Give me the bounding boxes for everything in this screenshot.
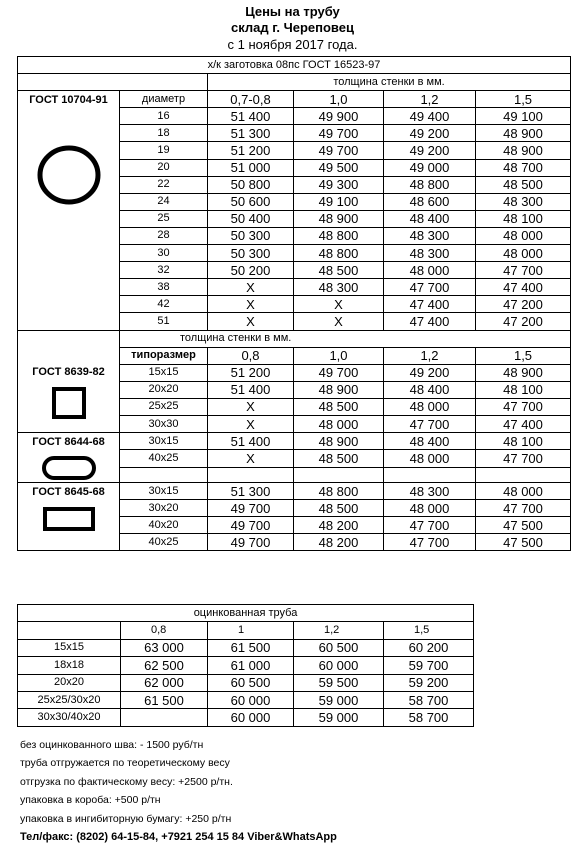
wall-col-header: 1,5 <box>476 91 571 108</box>
price-cell: 49 300 <box>294 176 384 193</box>
wall-col-header: 1,0 <box>294 347 384 364</box>
price-cell: 47 200 <box>476 296 571 313</box>
price-cell: 47 700 <box>384 279 476 296</box>
price-cell: 49 200 <box>384 142 476 159</box>
price-cell: 48 400 <box>384 433 476 450</box>
diameter-cell: 20 <box>120 159 208 176</box>
notes <box>20 736 337 846</box>
profile-wall-header: толщина стенки в мм. <box>120 330 571 347</box>
wall-header-row <box>18 74 571 91</box>
price-cell: 48 200 <box>294 534 384 551</box>
wall-col-header: 1,2 <box>384 347 476 364</box>
price-cell: 48 300 <box>294 279 384 296</box>
price-cell: X <box>208 313 294 330</box>
price-cell: 62 500 <box>121 657 208 674</box>
square-icon <box>49 386 89 420</box>
size-cell: 40x25 <box>120 450 208 467</box>
wall-header: толщина стенки в мм. <box>208 74 571 91</box>
price-cell: 50 800 <box>208 176 294 193</box>
price-cell: 50 200 <box>208 262 294 279</box>
table-row <box>18 91 571 108</box>
price-cell: 48 800 <box>294 227 384 244</box>
price-cell: 48 300 <box>384 483 476 500</box>
price-cell: 48 300 <box>384 227 476 244</box>
price-cell: 51 200 <box>208 364 294 381</box>
title-line-2: склад г. Череповец <box>231 20 354 35</box>
galv-title: оцинкованная труба <box>18 605 474 622</box>
price-cell: X <box>208 450 294 467</box>
table-row <box>18 639 474 656</box>
table-row <box>18 674 474 691</box>
wall-col-header: 0,8 <box>121 622 208 639</box>
price-cell: 48 000 <box>384 500 476 517</box>
diameter-cell: 38 <box>120 279 208 296</box>
gost-label: ГОСТ 8644-68 <box>32 436 105 449</box>
price-cell: 48 800 <box>294 483 384 500</box>
size-cell: 25x25 <box>120 398 208 415</box>
price-cell: X <box>208 415 294 432</box>
price-cell: 47 700 <box>384 517 476 534</box>
price-cell: 60 000 <box>208 691 294 708</box>
size-cell: 30x30 <box>120 415 208 432</box>
price-cell: 60 500 <box>208 674 294 691</box>
size-cell: 30x15 <box>120 433 208 450</box>
price-cell: 49 000 <box>384 159 476 176</box>
price-cell: 47 400 <box>476 415 571 432</box>
wall-col-header: 0,7-0,8 <box>208 91 294 108</box>
size-cell: 40x20 <box>120 517 208 534</box>
table-row <box>18 657 474 674</box>
price-cell: 48 700 <box>476 159 571 176</box>
price-cell: X <box>294 296 384 313</box>
price-cell: 48 400 <box>384 210 476 227</box>
price-cell: 48 800 <box>384 176 476 193</box>
price-cell: 48 000 <box>384 398 476 415</box>
price-cell: 49 700 <box>208 534 294 551</box>
price-cell: 51 400 <box>208 108 294 125</box>
diameter-cell: 24 <box>120 193 208 210</box>
price-cell: 48 000 <box>384 262 476 279</box>
diameter-label: диаметр <box>120 91 208 108</box>
price-cell: 48 800 <box>294 245 384 262</box>
size-cell: 20x20 <box>18 674 121 691</box>
price-cell: 48 000 <box>384 450 476 467</box>
wall-col-header: 1,2 <box>384 91 476 108</box>
price-cell: 60 500 <box>294 639 384 656</box>
wall-col-header: 1,5 <box>384 622 474 639</box>
price-cell: 48 900 <box>294 210 384 227</box>
diameter-cell: 25 <box>120 210 208 227</box>
size-cell: 18x18 <box>18 657 121 674</box>
price-cell: 62 000 <box>121 674 208 691</box>
diameter-cell: 22 <box>120 176 208 193</box>
price-cell: 47 700 <box>384 534 476 551</box>
wall-col-header: 1 <box>208 622 294 639</box>
galvanized-table <box>17 604 474 727</box>
price-cell: 50 300 <box>208 227 294 244</box>
price-cell: 48 000 <box>476 245 571 262</box>
price-cell: 48 600 <box>384 193 476 210</box>
size-cell: 15x15 <box>120 364 208 381</box>
price-cell: 48 000 <box>294 415 384 432</box>
price-cell: 58 700 <box>384 691 474 708</box>
diameter-cell: 28 <box>120 227 208 244</box>
price-cell: 48 300 <box>476 193 571 210</box>
price-cell: 47 500 <box>476 534 571 551</box>
diameter-cell: 32 <box>120 262 208 279</box>
note-line: упаковка в ингибиторную бумагу: +250 р/тн <box>20 812 232 825</box>
price-cell: 50 400 <box>208 210 294 227</box>
gost-label: ГОСТ 10704-91 <box>29 94 108 107</box>
price-cell: 49 100 <box>476 108 571 125</box>
price-cell: 61 000 <box>208 657 294 674</box>
table-row <box>18 483 571 500</box>
price-cell: 47 200 <box>476 313 571 330</box>
price-cell: 47 400 <box>384 296 476 313</box>
wall-header-row <box>18 330 571 347</box>
price-cell: 48 500 <box>294 450 384 467</box>
price-cell: 61 500 <box>208 639 294 656</box>
price-cell: X <box>208 398 294 415</box>
price-cell: 61 500 <box>121 691 208 708</box>
price-cell: 50 600 <box>208 193 294 210</box>
price-cell: X <box>208 296 294 313</box>
price-cell: 47 700 <box>476 262 571 279</box>
price-cell: 47 400 <box>476 279 571 296</box>
price-cell: 48 900 <box>476 364 571 381</box>
note-line: упаковка в короба: +500 р/тн <box>20 794 161 807</box>
title-line-1: Цены на трубу <box>245 4 340 19</box>
diameter-cell: 16 <box>120 108 208 125</box>
size-cell: 20x20 <box>120 381 208 398</box>
note-line: отгрузка по фактическому весу: +2500 р/тн. <box>20 775 233 788</box>
price-cell: 47 700 <box>476 450 571 467</box>
table-row <box>18 691 474 708</box>
billet-label: х/к заготовка 08пс ГОСТ 16523-97 <box>18 57 571 74</box>
price-cell: 48 100 <box>476 381 571 398</box>
price-cell: 60 000 <box>208 709 294 726</box>
circle-icon <box>34 144 104 206</box>
rectangle-icon <box>39 504 99 534</box>
price-cell: 48 200 <box>294 517 384 534</box>
price-table <box>17 56 571 551</box>
diameter-cell: 19 <box>120 142 208 159</box>
gost-10704 <box>18 91 120 330</box>
price-cell <box>121 709 208 726</box>
price-cell: X <box>294 313 384 330</box>
gost-label: ГОСТ 8645-68 <box>32 486 105 499</box>
wall-col-header: 1,0 <box>294 91 384 108</box>
price-cell: 48 100 <box>476 433 571 450</box>
price-cell: 48 900 <box>294 433 384 450</box>
price-cell: 49 100 <box>294 193 384 210</box>
wall-col-header: 0,8 <box>208 347 294 364</box>
price-cell: 47 700 <box>384 415 476 432</box>
gost-group <box>18 433 120 483</box>
price-cell: 48 100 <box>476 210 571 227</box>
title-line-3: с 1 ноября 2017 года. <box>227 37 358 52</box>
price-cell: 58 700 <box>384 709 474 726</box>
price-cell: 49 700 <box>208 500 294 517</box>
diameter-cell: 18 <box>120 125 208 142</box>
gost-label: ГОСТ 8639-82 <box>32 365 105 378</box>
table-row <box>18 433 571 450</box>
price-cell: 51 400 <box>208 381 294 398</box>
wall-col-header: 1,5 <box>476 347 571 364</box>
price-cell: 59 000 <box>294 709 384 726</box>
price-cell: 47 700 <box>476 500 571 517</box>
price-cell: 51 300 <box>208 483 294 500</box>
oval-icon <box>39 454 99 482</box>
price-cell: 51 200 <box>208 142 294 159</box>
diameter-cell: 30 <box>120 245 208 262</box>
price-cell: 49 500 <box>294 159 384 176</box>
diameter-cell: 42 <box>120 296 208 313</box>
price-cell: 48 000 <box>476 227 571 244</box>
price-cell: 47 700 <box>476 398 571 415</box>
price-cell: 47 500 <box>476 517 571 534</box>
table-row <box>18 709 474 726</box>
galv-header-row <box>18 622 474 639</box>
price-cell: 60 200 <box>384 639 474 656</box>
price-cell: 60 000 <box>294 657 384 674</box>
price-cell: 59 200 <box>384 674 474 691</box>
price-cell: 48 900 <box>476 125 571 142</box>
note-line: без оцинкованного шва: - 1500 руб/тн <box>20 739 204 751</box>
gost-group <box>18 483 120 551</box>
price-cell: 48 500 <box>476 176 571 193</box>
price-cell: 49 700 <box>294 125 384 142</box>
price-cell: 48 400 <box>384 381 476 398</box>
size-cell: 40x25 <box>120 534 208 551</box>
size-cell: 30x15 <box>120 483 208 500</box>
price-cell: 49 700 <box>208 517 294 534</box>
price-cell: 49 900 <box>294 108 384 125</box>
price-cell: 51 400 <box>208 433 294 450</box>
galv-title-row <box>18 605 474 622</box>
gost-8639 <box>18 330 120 433</box>
price-cell: 48 900 <box>294 381 384 398</box>
price-cell: 49 700 <box>294 142 384 159</box>
price-cell: 59 500 <box>294 674 384 691</box>
price-cell: 48 500 <box>294 398 384 415</box>
price-cell: 49 200 <box>384 364 476 381</box>
price-cell: 51 300 <box>208 125 294 142</box>
billet-row <box>18 57 571 74</box>
price-cell: 48 300 <box>384 245 476 262</box>
price-cell: 59 000 <box>294 691 384 708</box>
price-cell: 49 400 <box>384 108 476 125</box>
note-line: труба отгружается по теоретическому весу <box>20 757 230 770</box>
price-cell: 49 200 <box>384 125 476 142</box>
price-cell: 59 700 <box>384 657 474 674</box>
size-cell: 15x15 <box>18 639 121 656</box>
price-cell: 48 500 <box>294 500 384 517</box>
price-cell: 63 000 <box>121 639 208 656</box>
contact-line: Тел/факс: (8202) 64-15-84, +7921 254 15 84 Viber&WhatsApp <box>20 830 337 843</box>
wall-col-header: 1,2 <box>294 622 384 639</box>
price-cell: 49 700 <box>294 364 384 381</box>
price-cell: X <box>208 279 294 296</box>
size-cell: 25x25/30x20 <box>18 691 121 708</box>
price-cell: 51 000 <box>208 159 294 176</box>
price-cell: 48 500 <box>294 262 384 279</box>
price-cell: 47 400 <box>384 313 476 330</box>
diameter-cell: 51 <box>120 313 208 330</box>
size-cell: 30x20 <box>120 500 208 517</box>
size-cell: 30x30/40x20 <box>18 709 121 726</box>
price-cell: 48 000 <box>476 483 571 500</box>
price-cell: 48 900 <box>476 142 571 159</box>
size-label: типоразмер <box>120 347 208 364</box>
price-cell: 50 300 <box>208 245 294 262</box>
